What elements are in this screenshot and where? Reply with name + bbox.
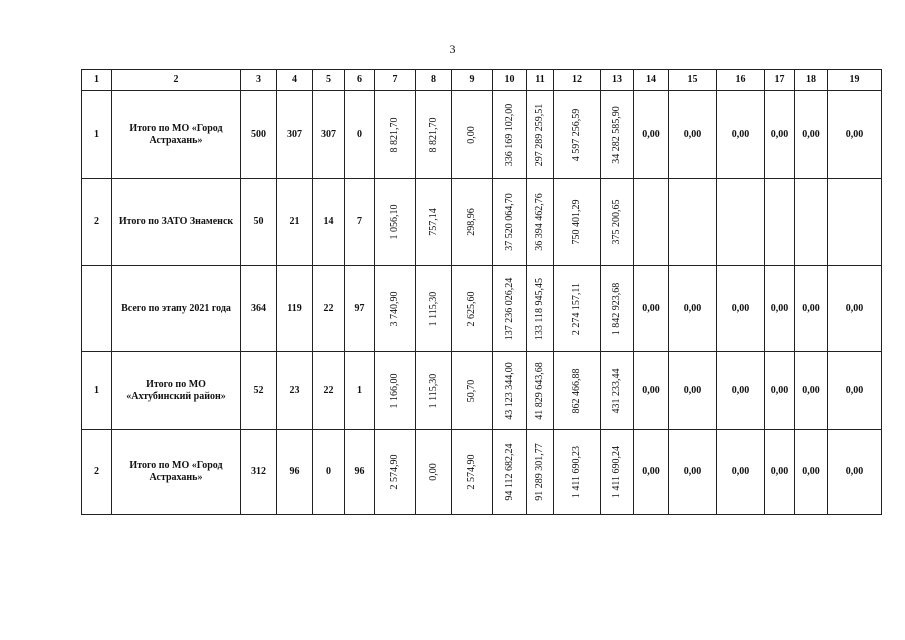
table-cell: 0,00: [828, 266, 882, 352]
table-cell: 307: [313, 91, 345, 179]
cell-value: 94 112 682,24: [503, 443, 515, 501]
column-header: 11: [527, 70, 554, 91]
table-cell: 119: [277, 266, 313, 352]
cell-value: 37 520 064,70: [503, 193, 515, 251]
table-cell: 0,00: [669, 430, 717, 515]
cell-value: 1 115,30: [427, 373, 439, 408]
cell-value: 4 597 256,59: [571, 108, 582, 161]
cell-value: 8 821,70: [389, 117, 400, 152]
column-header: 15: [669, 70, 717, 91]
cell-value: 36 394 462,76: [534, 193, 545, 251]
row-name-cell: Итого по ЗАТО Знаменск: [112, 179, 241, 266]
table-cell: [452, 91, 493, 179]
column-header: 10: [493, 70, 527, 91]
table-cell: 0,00: [669, 266, 717, 352]
row-name-cell: Итого по МО «Ахтубинский район»: [112, 352, 241, 430]
table-cell: [493, 352, 527, 430]
table-cell: 0,00: [765, 352, 795, 430]
table-cell: [493, 91, 527, 179]
table-cell: [601, 430, 634, 515]
table-cell: 500: [241, 91, 277, 179]
table-cell: [375, 430, 416, 515]
table-cell: [527, 352, 554, 430]
column-header: 5: [313, 70, 345, 91]
table-cell: 0,00: [795, 266, 828, 352]
table-cell: [554, 352, 601, 430]
row-number-cell: [82, 266, 112, 352]
table-cell: 0,00: [765, 266, 795, 352]
table-cell: 7: [345, 179, 375, 266]
table-cell: [375, 266, 416, 352]
table-cell: [452, 179, 493, 266]
table-cell: 0,00: [795, 430, 828, 515]
cell-value: 757,14: [427, 208, 439, 236]
table-cell: [416, 430, 452, 515]
table-cell: [452, 352, 493, 430]
column-header: 9: [452, 70, 493, 91]
table-cell: 0,00: [634, 266, 669, 352]
row-name-cell: Итого по МО «Город Астрахань»: [112, 430, 241, 515]
table-cell: [375, 91, 416, 179]
table-cell: [554, 179, 601, 266]
cell-value: 0,00: [466, 125, 477, 144]
table-cell: 0,00: [765, 91, 795, 179]
row-number-cell: 1: [82, 352, 112, 430]
table-cell: 50: [241, 179, 277, 266]
cell-value: 3 740,90: [389, 291, 400, 326]
cell-value: 750 401,29: [571, 199, 582, 245]
cell-value: 43 123 344,00: [503, 361, 515, 420]
cell-value: 1 056,10: [389, 204, 400, 240]
table-cell: [493, 266, 527, 352]
row-number-cell: 2: [82, 430, 112, 515]
table-cell: 0,00: [717, 266, 765, 352]
table-cell: 0,00: [795, 91, 828, 179]
cell-value: 297 289 259,51: [534, 103, 545, 166]
cell-value: 137 236 026,24: [503, 277, 515, 340]
table-row: [82, 91, 882, 179]
table-cell: [493, 179, 527, 266]
table-cell: 97: [345, 266, 375, 352]
table-cell: 0: [345, 91, 375, 179]
table-cell: 14: [313, 179, 345, 266]
table-cell: [416, 179, 452, 266]
table-row: [82, 179, 882, 266]
table-cell: 22: [313, 266, 345, 352]
cell-value: 41 829 643,68: [534, 361, 545, 420]
table-cell: [795, 179, 828, 266]
table-cell: [554, 430, 601, 515]
cell-value: 8 821,70: [427, 117, 439, 152]
page-number: 3: [449, 42, 456, 56]
table-row: [82, 352, 882, 430]
table-cell: [452, 430, 493, 515]
cell-value: 50,70: [466, 379, 477, 402]
table-cell: 23: [277, 352, 313, 430]
cell-value: 2 625,60: [466, 291, 477, 326]
table-cell: 96: [345, 430, 375, 515]
table-cell: 0,00: [828, 352, 882, 430]
table-cell: 307: [277, 91, 313, 179]
table-cell: [452, 266, 493, 352]
cell-value: 2 574,90: [389, 454, 400, 490]
table-cell: [828, 179, 882, 266]
table-cell: 52: [241, 352, 277, 430]
column-header: 18: [795, 70, 828, 91]
table-cell: [717, 179, 765, 266]
table-cell: [765, 179, 795, 266]
data-table: [81, 69, 882, 515]
table-cell: [527, 179, 554, 266]
table-cell: 0,00: [634, 352, 669, 430]
cell-value: 1 411 690,23: [571, 445, 582, 499]
table-cell: [527, 430, 554, 515]
cell-value: 298,96: [466, 208, 477, 236]
table-cell: 0,00: [717, 430, 765, 515]
table-cell: [493, 430, 527, 515]
table-cell: 21: [277, 179, 313, 266]
table-cell: [527, 266, 554, 352]
cell-value: 2 274 157,11: [571, 282, 582, 335]
column-header: 1: [82, 70, 112, 91]
cell-value: 133 118 945,45: [534, 277, 545, 340]
cell-value: 2 574,90: [466, 454, 477, 490]
cell-value: 91 289 301,77: [534, 443, 545, 501]
header-row: [82, 70, 882, 91]
cell-value: 1 842 923,68: [611, 282, 622, 335]
column-header: 7: [375, 70, 416, 91]
table-cell: [634, 179, 669, 266]
cell-value: 375 200,65: [611, 199, 622, 245]
table-cell: 0,00: [717, 91, 765, 179]
column-header: 12: [554, 70, 601, 91]
table-cell: 0,00: [828, 430, 882, 515]
column-header: 8: [416, 70, 452, 91]
table-cell: 0,00: [795, 352, 828, 430]
table-cell: 96: [277, 430, 313, 515]
table-cell: 0,00: [669, 91, 717, 179]
table-cell: [375, 179, 416, 266]
column-header: 19: [828, 70, 882, 91]
row-number-cell: 1: [82, 91, 112, 179]
cell-value: 1 411 690,24: [611, 445, 622, 499]
cell-value: 431 233,44: [611, 368, 622, 413]
cell-value: 1 115,30: [427, 291, 439, 326]
table-cell: [375, 352, 416, 430]
cell-value: 0,00: [427, 463, 439, 481]
table-cell: [601, 179, 634, 266]
row-number-cell: 2: [82, 179, 112, 266]
column-header: 13: [601, 70, 634, 91]
column-header: 4: [277, 70, 313, 91]
table-cell: 312: [241, 430, 277, 515]
row-name-cell: Итого по МО «Город Астрахань»: [112, 91, 241, 179]
table-cell: 0,00: [634, 91, 669, 179]
table-row: [82, 266, 882, 352]
column-header: 3: [241, 70, 277, 91]
table-row: [82, 430, 882, 515]
table-cell: [669, 179, 717, 266]
table-cell: [601, 91, 634, 179]
table-cell: [416, 91, 452, 179]
table-cell: [527, 91, 554, 179]
table-cell: 0,00: [717, 352, 765, 430]
column-header: 2: [112, 70, 241, 91]
column-header: 16: [717, 70, 765, 91]
cell-value: 1 166,00: [389, 373, 400, 408]
table-cell: [554, 91, 601, 179]
table-cell: [416, 352, 452, 430]
table-cell: [554, 266, 601, 352]
column-header: 14: [634, 70, 669, 91]
table-cell: 22: [313, 352, 345, 430]
table-cell: 0: [313, 430, 345, 515]
cell-value: 862 466,88: [571, 368, 582, 413]
column-header: 6: [345, 70, 375, 91]
table-cell: 364: [241, 266, 277, 352]
row-name-cell: Всего по этапу 2021 года: [112, 266, 241, 352]
cell-value: 336 169 102,00: [503, 103, 515, 166]
cell-value: 34 282 585,90: [611, 105, 622, 164]
column-header: 17: [765, 70, 795, 91]
table-cell: 0,00: [765, 430, 795, 515]
table-cell: [416, 266, 452, 352]
table-cell: [601, 266, 634, 352]
table-cell: 0,00: [669, 352, 717, 430]
table-cell: 0,00: [828, 91, 882, 179]
table-cell: 1: [345, 352, 375, 430]
table-cell: 0,00: [634, 430, 669, 515]
table-cell: [601, 352, 634, 430]
